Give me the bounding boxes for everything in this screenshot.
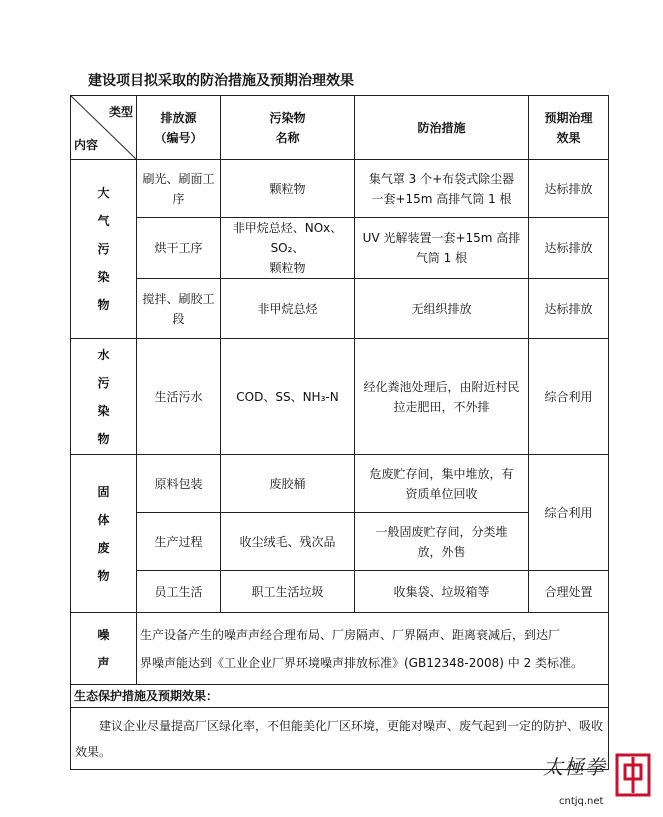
eco-body-row bbox=[71, 708, 609, 770]
category-solid: 固 体 废 物 bbox=[71, 455, 137, 613]
eco-title: 生态保护措施及预期效果： bbox=[71, 685, 609, 708]
effect-cell: 综合利用 bbox=[529, 339, 609, 455]
pollutant-cell: 颗粒物 bbox=[221, 160, 355, 218]
table-row bbox=[71, 571, 609, 613]
table-row bbox=[71, 218, 609, 279]
watermark-script: 太極拳 bbox=[543, 755, 606, 779]
pollutant-cell: COD、SS、NH₃-N bbox=[221, 339, 355, 455]
measure-cell: 危废贮存间，集中堆放，有 资质单位回收 bbox=[355, 455, 529, 513]
pollutant-cell: 职工生活垃圾 bbox=[221, 571, 355, 613]
measure-cell: 无组织排放 bbox=[355, 279, 529, 339]
noise-text: 生产设备产生的噪声声经合理布局、厂房隔声、厂界隔声、距离衰减后，到达厂 界噪声能达到《工业企业厂界环境噪声排放标准》(GB12348-2008) 中 2 类标准。 bbox=[137, 613, 609, 685]
measure-cell: 经化粪池处理后，由附近村民 拉走肥田，不外排 bbox=[355, 339, 529, 455]
category-noise: 噪 声 bbox=[71, 613, 137, 685]
table-row bbox=[71, 160, 609, 218]
effect-cell: 达标排放 bbox=[529, 160, 609, 218]
source-cell: 生产过程 bbox=[137, 513, 221, 571]
measure-cell: 收集袋、垃圾箱等 bbox=[355, 571, 529, 613]
source-cell: 刷光、刷面工 序 bbox=[137, 160, 221, 218]
header-row bbox=[71, 96, 609, 160]
effect-cell: 合理处置 bbox=[529, 571, 609, 613]
source-cell: 烘干工序 bbox=[137, 218, 221, 279]
pollutant-cell: 废胶桶 bbox=[221, 455, 355, 513]
source-cell: 生活污水 bbox=[137, 339, 221, 455]
pollutant-cell: 非甲烷总烃、NOx、SO₂、 颗粒物 bbox=[221, 218, 355, 279]
measure-cell: 集气罩 3 个+布袋式除尘器 一套+15m 高排气筒 1 根 bbox=[355, 160, 529, 218]
header-measure: 防治措施 bbox=[355, 96, 529, 160]
table-row bbox=[71, 613, 609, 685]
header-effect: 预期治理 效果 bbox=[529, 96, 609, 160]
header-pollutant: 污染物 名称 bbox=[221, 96, 355, 160]
category-water: 水 污 染 物 bbox=[71, 339, 137, 455]
measure-cell: UV 光解装置一套+15m 高排 气筒 1 根 bbox=[355, 218, 529, 279]
table-row bbox=[71, 279, 609, 339]
watermark-logo bbox=[543, 751, 653, 809]
header-source: 排放源 （编号） bbox=[137, 96, 221, 160]
table-row bbox=[71, 339, 609, 455]
source-cell: 员工生活 bbox=[137, 571, 221, 613]
table-row bbox=[71, 455, 609, 513]
source-cell: 原料包装 bbox=[137, 455, 221, 513]
source-cell: 搅拌、刷胶工 段 bbox=[137, 279, 221, 339]
measures-table bbox=[70, 95, 609, 770]
measure-cell: 一般固废贮存间，分类堆 放，外售 bbox=[355, 513, 529, 571]
pollutant-cell: 非甲烷总烃 bbox=[221, 279, 355, 339]
red-stamp-icon bbox=[613, 751, 653, 799]
header-content-label: 内容 bbox=[74, 138, 99, 152]
effect-cell: 综合利用 bbox=[529, 455, 609, 571]
effect-cell: 达标排放 bbox=[529, 218, 609, 279]
header-diagonal-cell bbox=[71, 96, 137, 160]
header-type-label: 类型 bbox=[108, 105, 133, 119]
effect-cell: 达标排放 bbox=[529, 279, 609, 339]
category-air: 大 气 污 染 物 bbox=[71, 160, 137, 339]
page-title: 建设项目拟采取的防治措施及预期治理效果 bbox=[88, 73, 354, 89]
eco-title-row bbox=[71, 685, 609, 708]
table-row bbox=[71, 513, 609, 571]
eco-body: 建议企业尽量提高厂区绿化率，不但能美化厂区环境，更能对噪声、废气起到一定的防护、吸收效果。 bbox=[71, 708, 609, 770]
watermark-site: cntjq.net bbox=[559, 796, 604, 807]
pollutant-cell: 收尘绒毛、残次品 bbox=[221, 513, 355, 571]
